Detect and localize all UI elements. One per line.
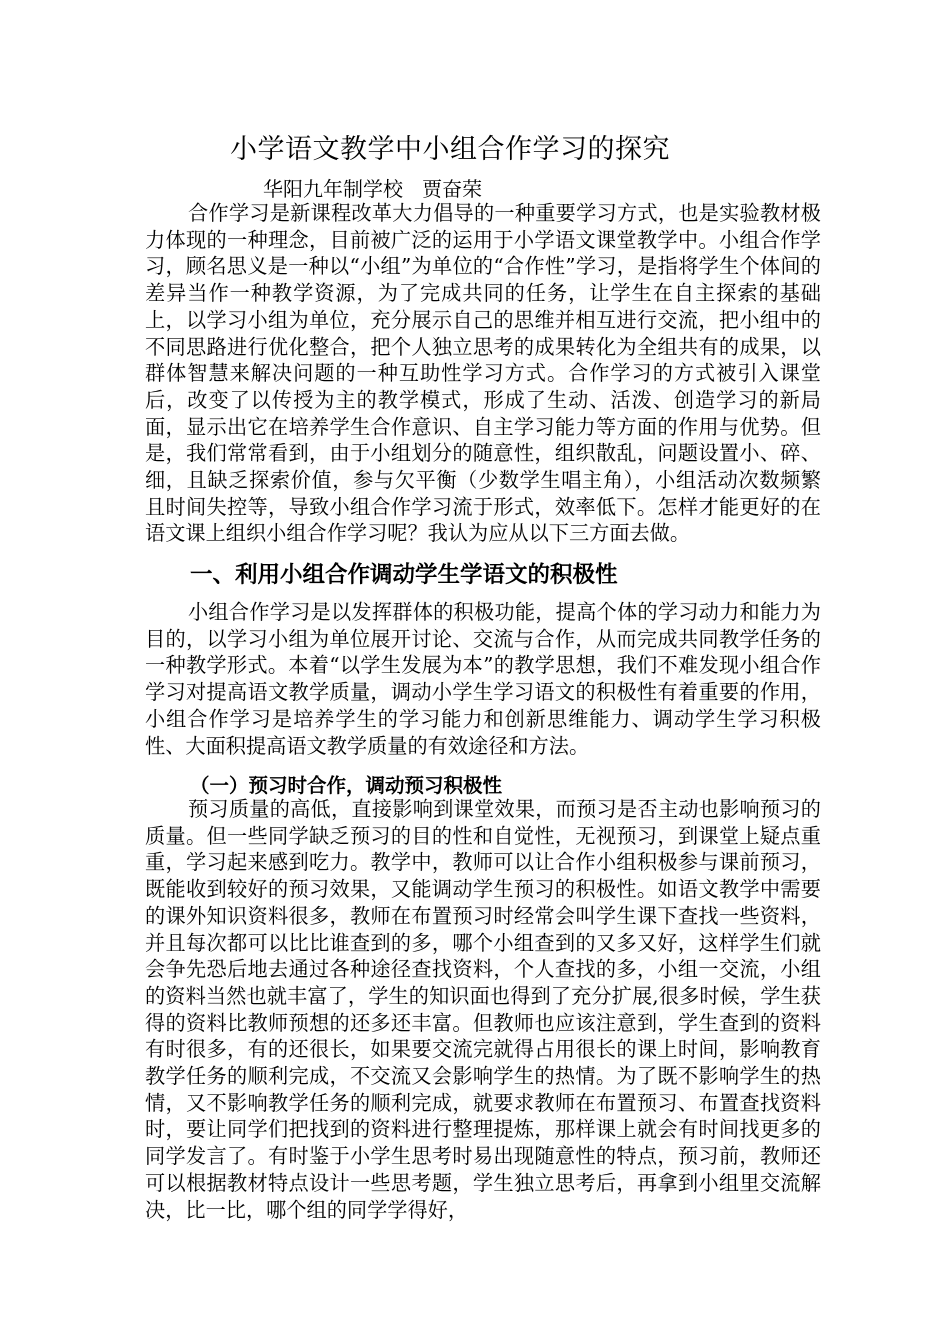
author-line: 华阳九年制学校 贾奋荣: [263, 177, 483, 201]
section-heading-1: 一、利用小组合作调动学生学语文的积极性: [190, 562, 618, 588]
intro-paragraph: 合作学习是新课程改革大力倡导的一种重要学习方式，也是实验教材极力体现的一种理念，目前被广泛的运用于小学语文课堂教学中。小组合作学习，顾名思义是一种以“小组”为单位的“合作性”学习，是指将学生个体间的差异当作一种教学资源，为了完成共同的任务，让学生在自主探索的基础上，以学习小组为单位，充分展示自己的思维并相互进行交流，把小组中的不同思路进行优化整合，把个人独立思考的成果转化为全组共有的成果，以群体智慧来解决问题的一种互助性学习方式。合作学习的方式被引入课堂后，改变了以传授为主的教学模式，形成了生动、活泼、创造学习的新局面，显示出它在培养学生合作意识、自主学习能力等方面的作用与优势。但是，我们常常看到，由于小组划分的随意性，组织散乱，问题设置小、碎、细，且缺乏探索价值，参与欠平衡（少数学生唱主角），小组活动次数频繁且时间失控等，导致小组合作学习流于形式，效率低下。怎样才能更好的在语文课上组织小组合作学习呢？我认为应从以下三方面去做。: [145, 201, 821, 546]
section-1-paragraph: 小组合作学习是以发挥群体的积极功能，提高个体的学习动力和能力为目的，以学习小组为单位展开讨论、交流与合作，从而完成共同教学任务的一种教学形式。本着“以学生发展为本”的教学思想，我们不难发现小组合作学习对提高语文教学质量，调动小学生学习语文的积极性有着重要的作用，小组合作学习是培养学生的学习能力和创新思维能力、调动学生学习积极性、大面积提高语文教学质量的有效途径和方法。: [145, 600, 821, 758]
subsection-heading-1: （一）预习时合作，调动预习积极性: [190, 774, 503, 797]
subsection-1-paragraph: 预习质量的高低，直接影响到课堂效果，而预习是否主动也影响预习的质量。但一些同学缺乏预习的目的性和自觉性，无视预习，到课堂上疑点重重，学习起来感到吃力。教学中，教师可以让合作小组积极参与课前预习，既能收到较好的预习效果，又能调动学生预习的积极性。如语文教学中需要的课外知识资料很多，教师在布置预习时经常会叫学生课下查找一些资料，并且每次都可以比比谁查到的多，哪个小组查到的又多又好，这样学生们就会争先恐后地去通过各种途径查找资料，个人查找的多，小组一交流，小组的资料当然也就丰富了，学生的知识面也得到了充分扩展,很多时候，学生获得的资料比教师预想的还多还丰富。但教师也应该注意到，学生查到的资料有时很多，有的还很长，如果要交流完就得占用很长的课上时间，影响教育教学任务的顺利完成，不交流又会影响学生的热情。为了既不影响学生的热情，又不影响教学任务的顺利完成，就要求教师在布置预习、布置查找资料时，要让同学们把找到的资料进行整理提炼，那样课上就会有时间找更多的同学发言了。有时鉴于小学生思考时易出现随意性的特点，预习前，教师还可以根据教材特点设计一些思考题，学生独立思考后，再拿到小组里交流解决，比一比，哪个组的同学学得好，: [145, 797, 821, 1222]
document-title: 小学语文教学中小组合作学习的探究: [230, 134, 670, 165]
